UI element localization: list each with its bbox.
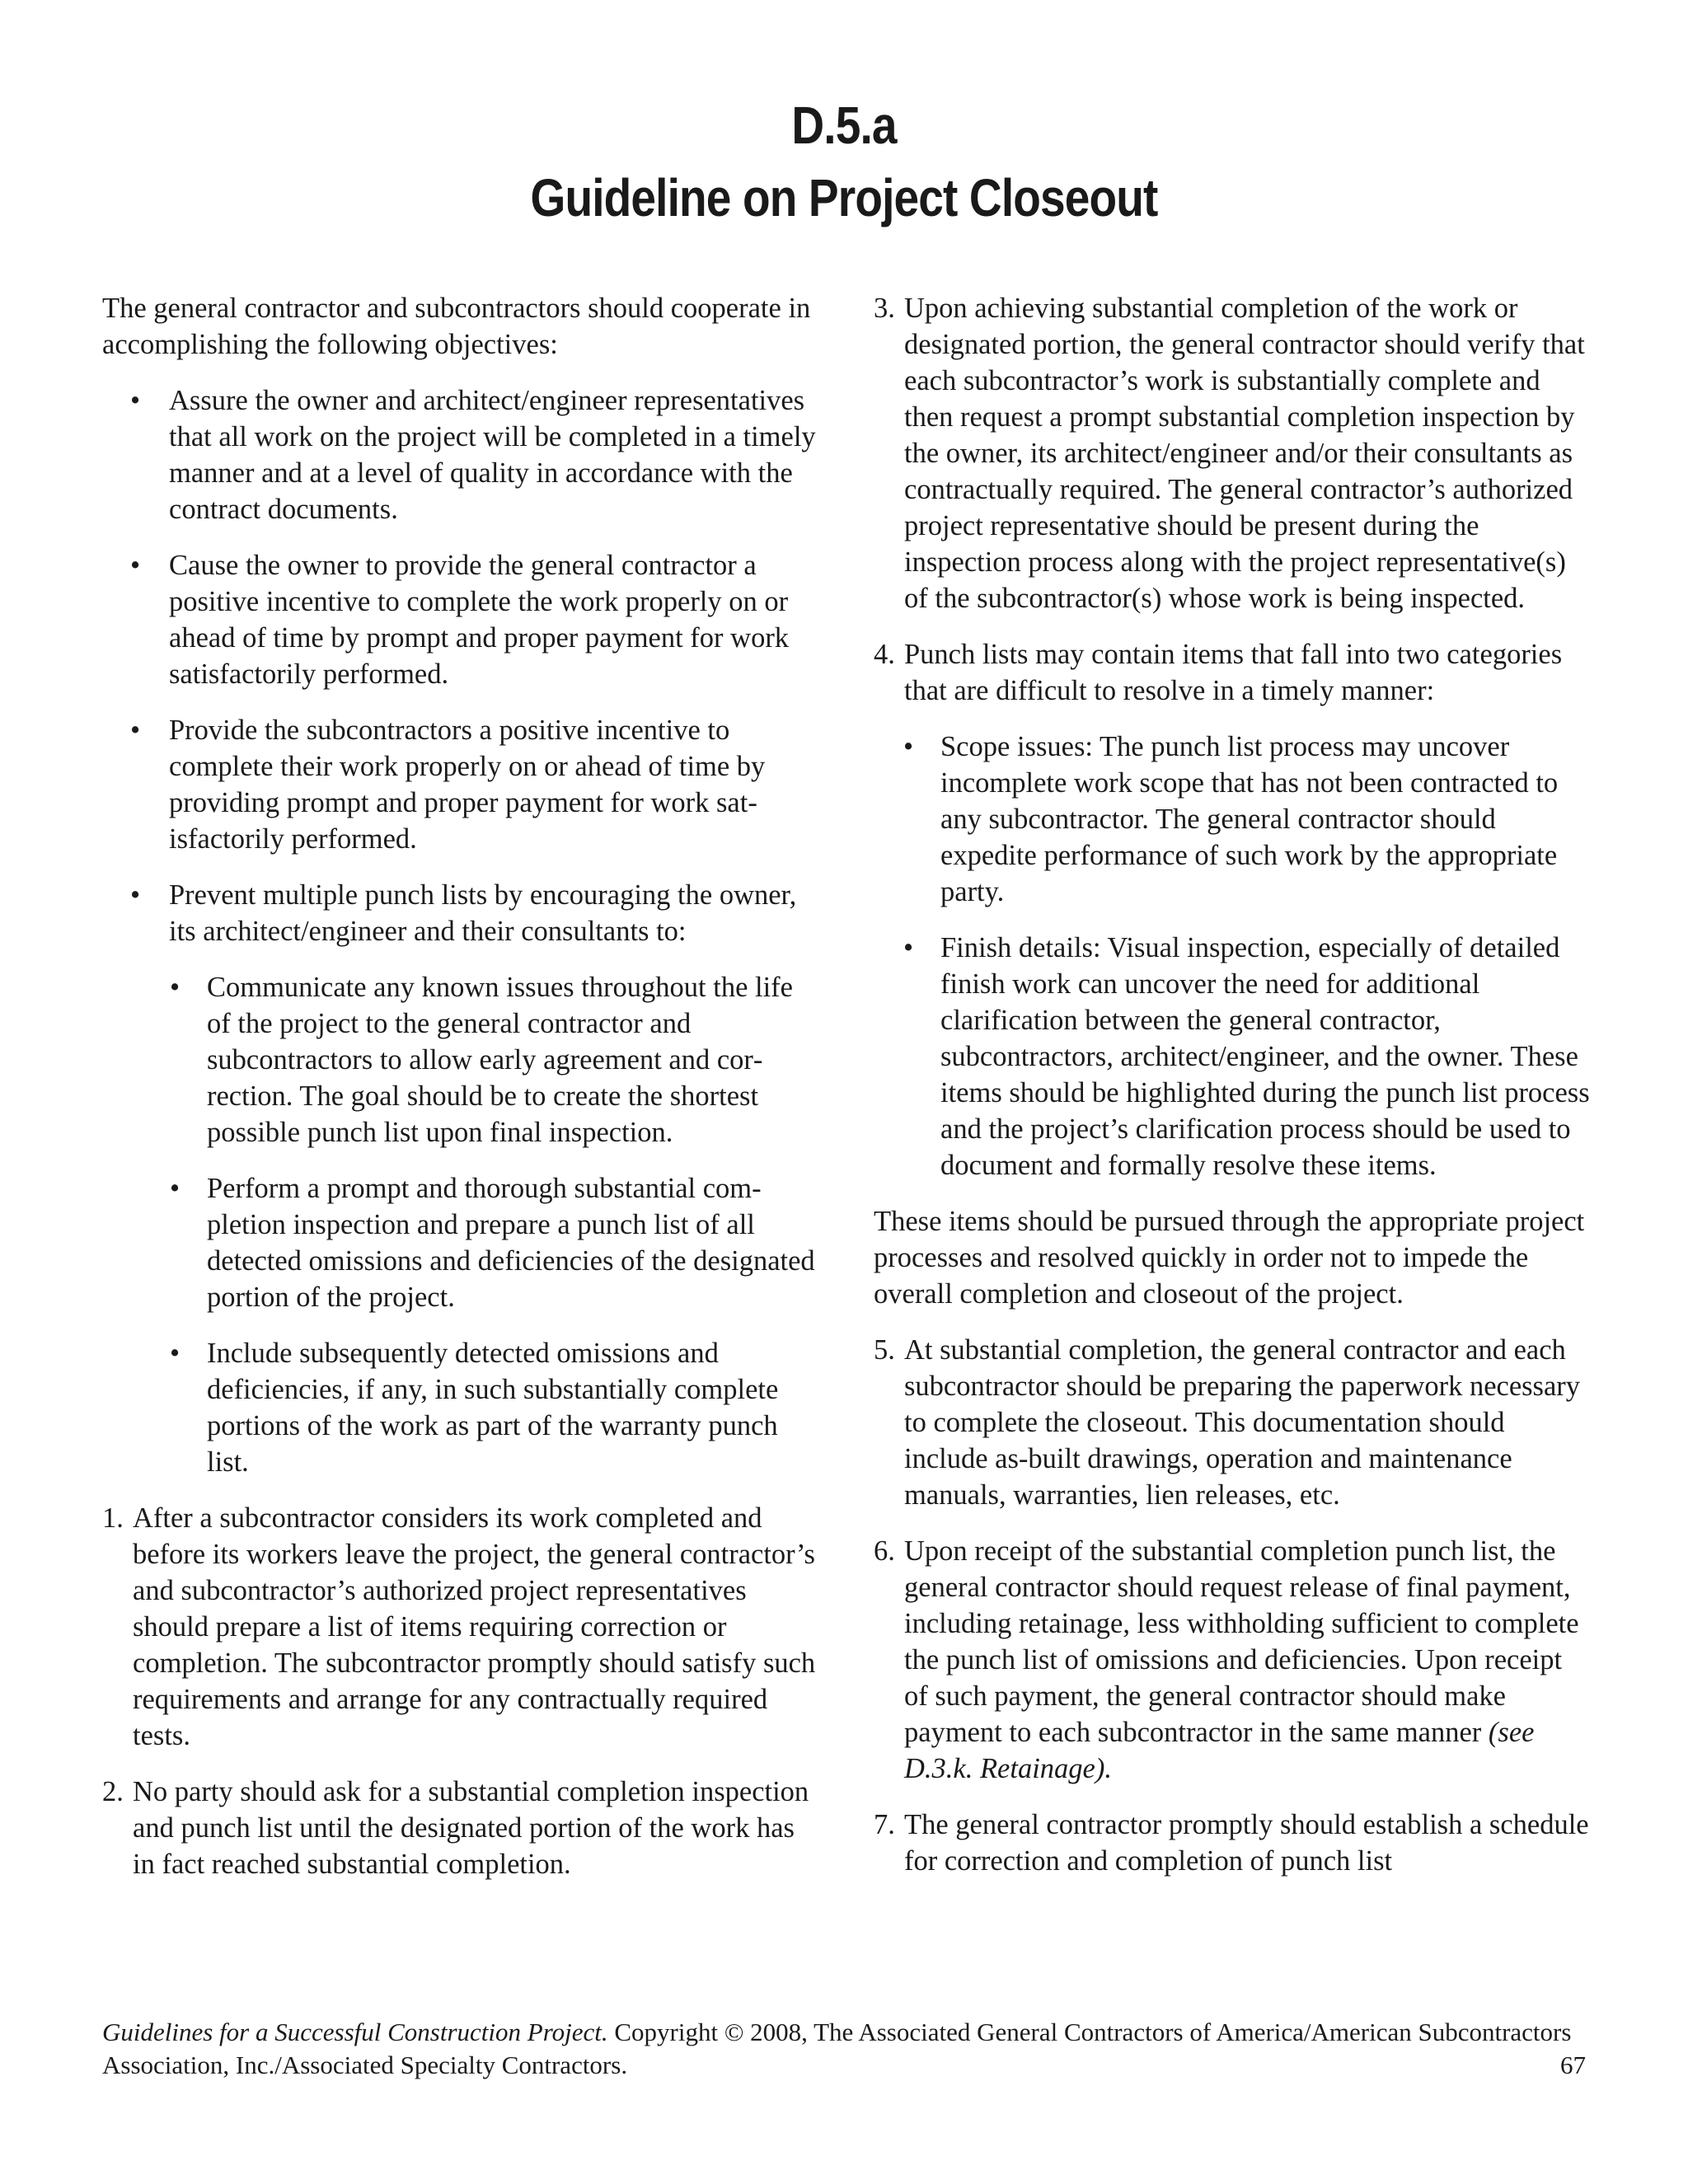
bullet-icon: • [903,731,914,762]
sub-list-item: • Scope issues: The punch list process may uncover incomplete work scope that has not been contracted to any subcontractor. The general contractor should expedite performance of such work by the appropriate party. [874,729,1591,910]
right-column [874,290,1591,1899]
bullet-icon: • [130,715,141,746]
list-item: • Assure the owner and architect/engineer representatives that all work on the project will be completed in a timely manner and at a level of quality in accordance with the contract documents. [102,382,819,527]
list-item: • Cause the owner to provide the general contractor a positive incentive to complete the work properly on or ahead of time by prompt and proper payment for work satisfactorily performed. [102,547,819,692]
bullet-icon: • [130,879,141,911]
bullet-icon: • [903,932,914,963]
cross-reference: (see D.3.k. Retainage). [904,1717,1535,1784]
numbered-item-6: 6. Upon receipt of the substantial completion punch list, the general contractor should request release of final payment, including retainage, less withholding sufficient to complete the punch list of omissions and deficiencies. Upon receipt of such payment, the general contractor should make payment to each subcontractor in the same manner (see D.3.k. Retainage). [874,1535,1579,1784]
book-title: Guidelines for a Successful Construction Project. [102,2018,608,2046]
bullet-icon: • [170,972,181,1003]
resolution-paragraph: These items should be pursued through the appropriate project processes and resolved quickly in order not to impede the overall completion and closeout of the project. [874,1206,1585,1310]
sub-list-item: • Include subsequently detected omissions and deficiencies, if any, in such substantially complete portions of the work as part of the warranty punch list. [102,1335,819,1480]
intro-paragraph: The general contractor and subcontractors should cooperate in accomplishing the following objectives: [102,293,811,360]
list-item: • Provide the subcontractors a positive incentive to complete their work properly on or ahead of time by providing prompt and proper payment for work satisfactorily performed. [102,712,819,857]
list-item: • Prevent multiple punch lists by encouraging the owner, its architect/engineer and their consultants to: [102,877,819,949]
page-title [118,89,1569,234]
numbered-item-5: 5. At substantial completion, the general contractor and each subcontractor should be preparing the paperwork necessary to complete the closeout. This documentation should include as-built drawings, operation and maintenance manuals, warranties, lien releases, etc. [874,1334,1581,1511]
numbered-item-2: 2. No party should ask for a substantial completion inspection and punch list until the designated portion of the work has in fact reached substantial completion. [102,1776,809,1880]
page-footer [102,2016,1586,2082]
numbered-item-1: 1. After a subcontractor considers its work completed and before its workers leave the project, the general contractor’s and subcontractor’s authorized project representatives should prepare a list of items requiring correction or completion. The subcontractor promptly should satisfy such requirements and arrange for any contractually required tests. [102,1502,816,1751]
numbered-item-3: 3. Upon achieving substantial completion of the work or designated portion, the general contractor should verify that each subcontractor’s work is substantially complete and then request a prompt substantial completion inspection by the owner, its architect/engineer and/or their consultants as contractually required. The general contractor’s authorized project representative should be present during the inspection process along with the project representative(s) of the subcontractor(s) whose work is being inspected. [874,293,1585,614]
sub-list-item: • Perform a prompt and thorough substantial completion inspection and prepare a punch list of all detected omissions and deficiencies of the designated portion of the project. [102,1170,819,1315]
left-column [102,290,819,1902]
sub-list-item: • Communicate any known issues throughout the life of the project to the general contractor and subcontractors to allow early agreement and correction. The goal should be to create the shortest possible punch list upon final inspection. [102,969,819,1151]
section-title: Guideline on Project Closeout [530,168,1158,227]
copyright-notice: Copyright © 2008, The Associated General Contractors of America/American Subcontractors Association, Inc./Associated Specialty Contractors. [102,2018,1572,2079]
bullet-icon: • [170,1173,181,1204]
section-code: D.5.a [791,96,897,155]
numbered-item-7: 7. The general contractor promptly should establish a schedule for correction and completion of punch list [874,1809,1589,1877]
sub-list-item: • Finish details: Visual inspection, especially of detailed finish work can uncover the need for additional clarification between the general contractor, subcontractors, architect/engineer, and the owner. These items should be highlighted during the punch list process and the project’s clarification process should be used to document and formally resolve these items. [874,930,1591,1183]
page-number: 67 [1560,2050,1586,2079]
bullet-icon: • [130,385,141,416]
bullet-icon: • [170,1338,181,1369]
numbered-item-4: 4. Punch lists may contain items that fall into two categories that are difficult to resolve in a timely manner: [874,639,1563,706]
bullet-icon: • [130,550,141,581]
